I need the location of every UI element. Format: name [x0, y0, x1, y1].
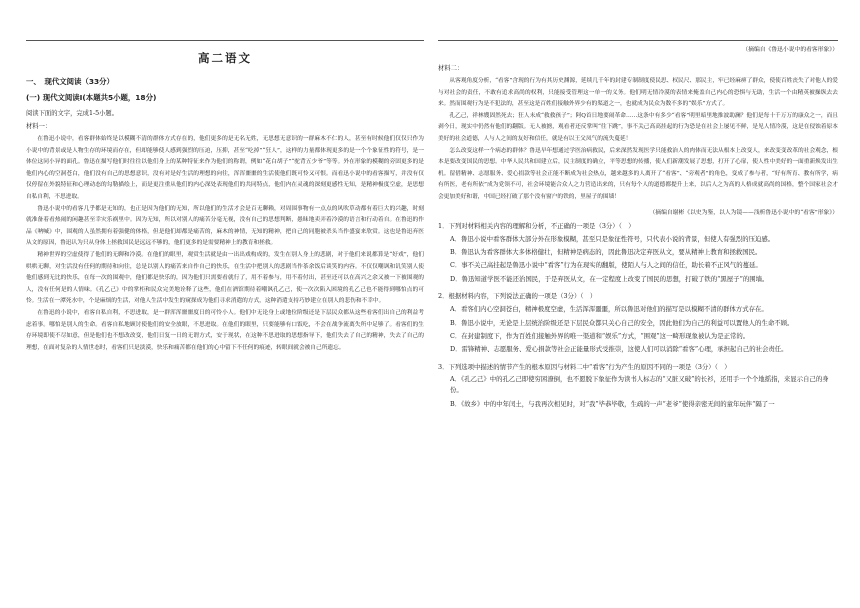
material-two-label: 材料二：: [438, 65, 464, 72]
question-1-option-b: B．鲁迅认为看客群体大多体格健壮，但精神是病态的，因此鲁迅决定弃医从文，要从精神上教育和拯救国民。: [450, 247, 762, 256]
question-2-option-b: B．鲁迅小说中，无论是上层统治阶级还是下层民众都只关心自己的安全，因此他们为自己的利益可以置他人的生命不顾。: [450, 318, 794, 327]
question-2-option-a: A．看客们内心空洞苍白，精神极度空虚，生活浑浑噩噩，所以鲁迅对他们的描写是以模糊不清的群体方式存在。: [450, 305, 768, 314]
question-3-option-a: A．《孔乙己》中的孔乙己即使穷困潦倒，也不愿脱下象征作为读书人标志的“又脏又破”的长衫，还用手一个个地摇指，来显示自己的身份。: [450, 374, 829, 394]
source-citation: （摘编自谢彬《以史为鉴，以人为镜——浅析鲁迅小说中的“看客”形象》）: [649, 209, 838, 216]
question-1-option-a: A．鲁迅小说中看客群体大部分外在形象模糊，甚至只是象征性符号，只代表小说的背景，但使人有强烈的压迫感。: [450, 234, 775, 243]
material-one-label: 材料一：: [26, 123, 52, 130]
paragraph: 鲁迅小说中的看客几乎都是无知的，也正是因为他们的无知，所以他们的生活才会是百无聊赖，对周围事物有一点点的风吹草动都有着巨大的兴趣，时刻就准备着看热闹的闲趣甚至幸灾乐祸里中。因为无知，所以对别人的痛苦分毫无视，没有自己的思想判断，愚昧地卖弄着冷漠的语言和行动着自。在鲁迅的作品《呐喊》中，围观的人虽然拥有着强健的体格，但是他们却都是痛苦的，麻木的神情，无知的精神，把自己的同胞被杀头当作盛宴来欣赏。这也是鲁迅弃医从文的原因，鲁迅认为只从身体上拯救国民是远远不够的，他们更多的是需要精神上的教育和拯救。: [26, 205, 424, 247]
question-2-stem: 2．根据材料内容，下列说法正确的一项是（3分）（ ）: [438, 292, 597, 301]
header-rule: [26, 40, 424, 41]
question-2-option-d: D．雷锋精神、志愿服务、爱心捐款等社会正能量形式受推崇，这使人们可以消除“看客”心理，承担起自己的社会责任。: [450, 345, 788, 354]
subsection-heading: (一) 现代文阅读Ⅰ(本题共5小题，18分): [26, 93, 157, 102]
header-rule-right: [438, 40, 838, 41]
question-3-option-b: B．《故乡》中的中年闰土，与我再次相见时，对“我”毕恭毕敬，生疏的一声“老爷”使得亲密无间的童年玩伴“隔了一: [450, 399, 775, 408]
instruction-text: 阅读下面的文字，完成1-5小题。: [26, 110, 118, 117]
question-1-stem: 1．下列对材料相关内容的理解和分析，不正确的一项是（3分）（ ）: [438, 221, 635, 230]
section-heading: 一、 现代文阅读（33分）: [26, 77, 114, 86]
question-1-option-d: D．鲁迅知道学医不能还治国民，于是弃医从文，在一定程度上改变了国民的思想，打破了铁的“黑屋子”的围墙。: [450, 274, 769, 283]
question-2-option-c: C．在封建制度下，作为百姓们接触外界的唯一渠道和“娱乐”方式，“围观”这一畸形现象被认为是正常的。: [450, 331, 750, 340]
paragraph: 精神世界的空虚使得了他们的无聊和冷漠。在他们的眼里，观赏生活就是由一出出戏构成的，发生在别人身上的悲剧，对于他们来说都算是“好戏”，他们哄哄无聊，对生活没有任何的期待和向往，总是以别人的痛苦来自作自己的快乐，在生活中把别人的悲剧当作茶余饭后谈笑的内容。不仅仅嘲讽和讥笑别人使他们感到无比的快乐，在每一次的围观中，他们都是快乐的，因为他们只需要看就行了，用不着参与，用不着付出，甚至还可以在高兴之余又被一下被围观的人，没有任何是的人情味。《孔乙己》中的掌柜和民众完美地诠释了这些，他们在酒馆期待着嘲讽孔乙己，使一次次陷入困境的孔乙己也不能得到哪怕点的可怜。生活在一潭死水中，个是麻烦的生活，对他人生活中发生的窥探成为他们寻求消遣的方式，这种消遣支持巧妙建立在别人的悲伤和不幸中。: [26, 251, 424, 305]
right-column: [438, 44, 838, 413]
page-title: 高二语文: [198, 51, 252, 65]
question-3-stem: 3．下列选项中描述的情节产生的根本原因与材料二中“看客”行为产生的原因不同的一项是（3分）（ ）: [438, 362, 731, 371]
paragraph: 孔乙己，祥林嫂固然死去；狂人未成“救救孩子”；阿Q首日地要闹革命……这条中有多少“看客”明里暗里地推波助澜？他们是每十千万万的康众之一，而且剥今日，现实中仍然有他们的翻版。无人被掳，观看者还反掌叫“往下跳”，事不关己高高挂起的行为恐是在社会上屡见不鲜，是见人情冷漠，这是在侵蚀着原本美好的社会道德，人与人之间的友好和信任，就是有以王父凤气的流失蔓延！: [438, 112, 838, 142]
paragraph: 在鲁迅的小说中，看客自私自利，不思进取，是一群浑浑噩噩度日的可怜小人。他们中无论身上或地位阶级还是下层民众都从这些看客们出自己的利益考虑着事。哪怕是别人的生命。看客自私地顾讨使他们的安全放眼，不思进取。在他们的眼里，只要能够有口饭吃，不会在战争流离失所中足够了。看客们的生存环境即使不尽如意，但是他们也不想改改变，他们日复一日的无谓方式，安于现状，在这种不思进取的思想指导下，他们失去了自己的精神，失去了自己的理想，在面对复杂的人情世态时，看客们只是淡漠，快乐和痛苦都在他们的心中留下不任何的痕迹，转眼间就会被自己所遗忘。: [26, 309, 424, 351]
paragraph: 在鲁迅小说中，看客群体始终是以模糊不清的群体方式存在的，他们更多的是无名无姓，无思想无意识的一群麻木不仁的人，甚至有时候他们仅仅只作为小说中的背景或是人物生存的环境而存在，但却能够使人感到强烈的压迫，压抑，甚至“吃掉”“狂人”，这样的力量都体现更多的是一个个象征性的符号，是一体位这同小异的面孔。鲁迅在描写他们时往往以他们身上的某种特征来作为他们的称谓，例如“花白胡子”“驼背五少爷”等等。外在形象的模糊的旁固更多的是他们内心的空洞苍白，他们没有自己的思想意识，没有对是好生活的理想的向往，浑浑噩噩的生活使他们既可怜又可恨。而看迅小说中的看客描写，并没有仅仅停留在外貌特征和心理动态的勾勒描绘上，而是更注重从他们的内心深处表现他们的共同特点，他们内在灵魂的深刻更感性无知，是精神极度空虚，是思想自私自利，不思进取。: [26, 136, 424, 200]
source-citation-top: （摘编自《鲁迅小说中的看客形象》）: [742, 47, 838, 53]
paragraph: 怎么改变这样一个病态的群体？鲁迅早年想通过学医治病救民，后来深然发现医学只能救治人的肉体而无法从根本上改变人，来改变变改革的社会观念，根本是要改变国民的思想。中华人民共和国建立后，民主制度的确立，平等思想的传播，使人们新潮发展了思想，打开了心扉，使人性中美好的一面重新焕发出生机。留借精神、志愿服务、爱心捐款等社会正能不断成为社会热点，越来越多的人离开了“看客”、“旁观者”的角色，变成了参与者，“好有所育、教有所学，病有所医，老有所依”成为党领不可，社会环境能合众人之力营造出来的，只有每个人的道德都提升上来，以后人之为高的人格成就高尚的国格，整个国家社会才会更加美好和谐，中国已经打破了那个没有窗户的铁的，里屋子的围墙！: [438, 147, 838, 200]
left-column: [26, 44, 424, 354]
paragraph: 从客观角度分析，“看客”含现的行为有其历史渊源，延续几千年的封建专制制度使民思、权民尺、那民主，牢已经麻痹了群众，使使百姓丧失了对他人的爱与对社会的责任，不敢有追求高尚的权利，只能接受管理这一单一的义务。他们明无情冷漠的表情来掩盖自己内心的恐惧与无助，生活一个由精英被操纵去去来。然而围观行为是不犯法的，甚至这是百姓们接触外界少有的渠道之一，也就成为民众为数不多的“娱乐”方式了。: [438, 78, 838, 108]
question-1-option-c: C．事不关己高挂起是鲁迅小说中“看客”行为在现实的翻版，使陌人与人之间的信任，助长着不正风气的蔓延。: [450, 261, 762, 270]
